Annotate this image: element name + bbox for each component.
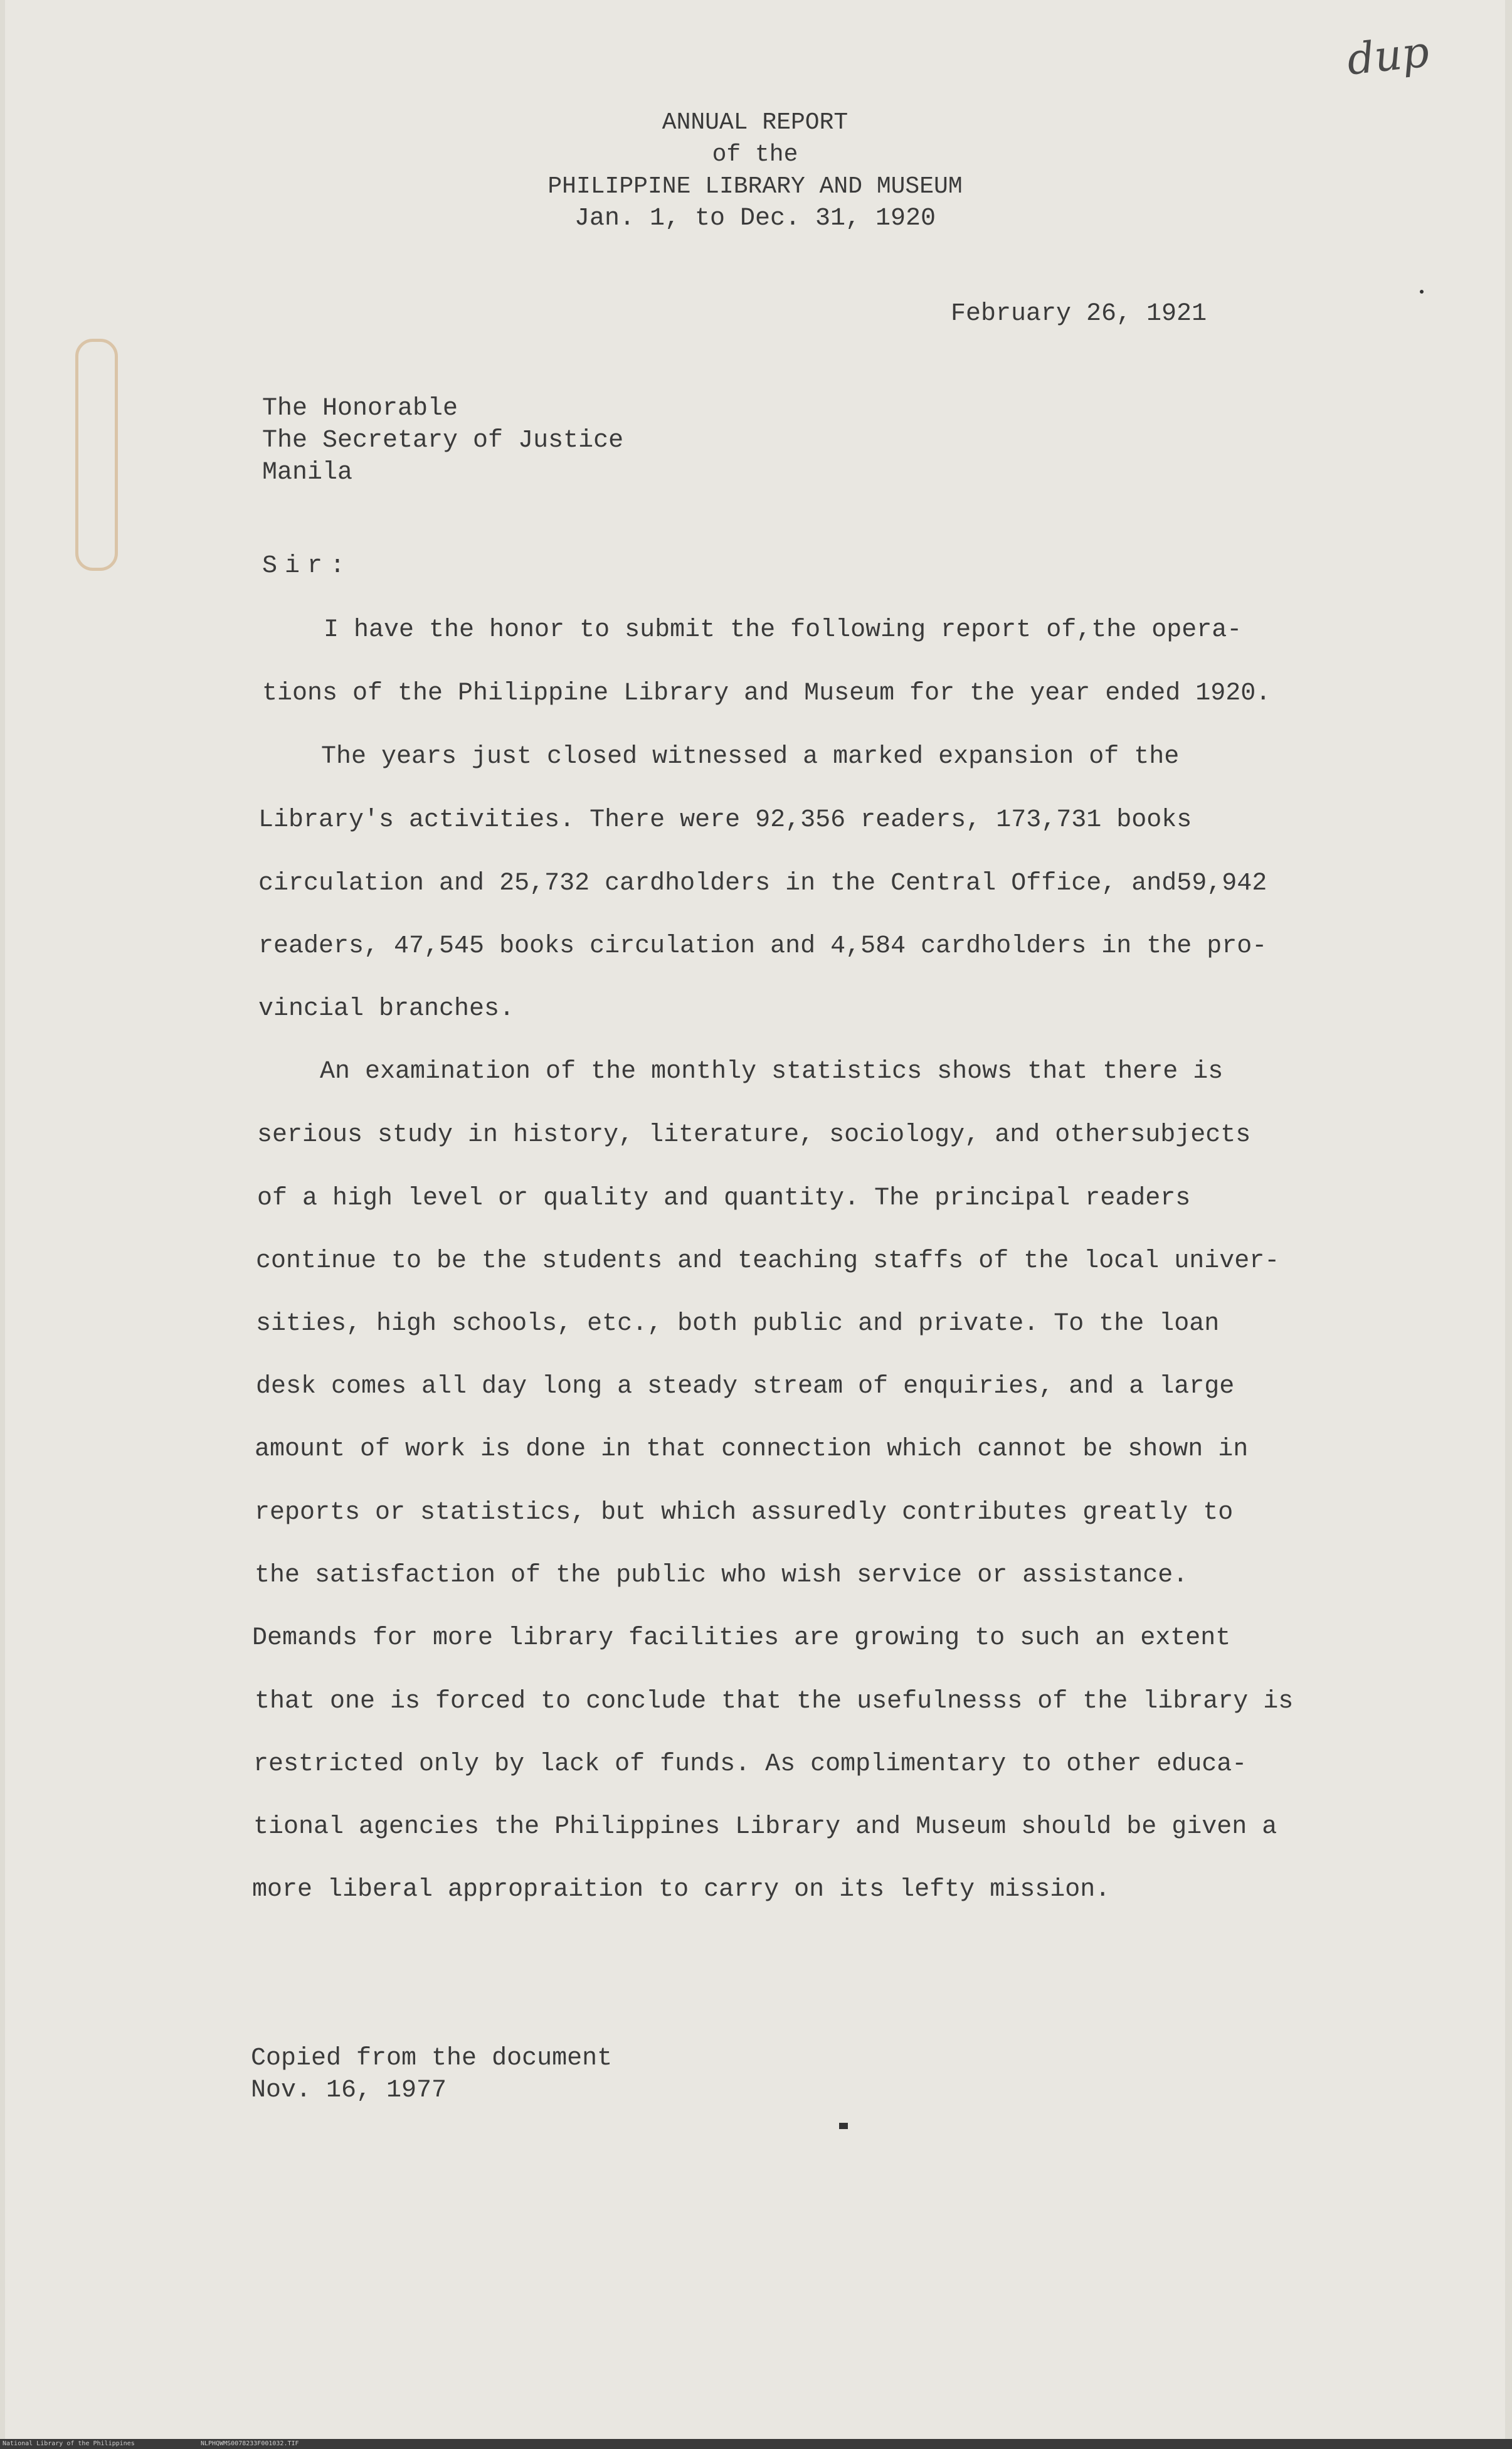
- body-line: continue to be the students and teaching staffs of the local univer-: [256, 1247, 1280, 1275]
- ink-mark: [839, 2123, 848, 2129]
- title-line-2: of the: [712, 141, 798, 168]
- title-line-4: Jan. 1, to Dec. 31, 1920: [574, 205, 936, 233]
- body-line: that one is forced to conclude that the usefulnesss of the library is: [255, 1687, 1294, 1716]
- handwritten-note: dup: [1345, 27, 1432, 85]
- footer-source: National Library of the Philippines: [3, 2440, 135, 2447]
- body-line: more liberal appropraition to carry on its lefty mission.: [252, 1876, 1111, 1904]
- address-line-2: The Secretary of Justice: [262, 427, 624, 455]
- body-line: The years just closed witnessed a marked expansion of the: [321, 743, 1180, 771]
- address-line-3: Manila: [262, 459, 353, 487]
- title-line-3: PHILIPPINE LIBRARY AND MUSEUM: [547, 173, 963, 200]
- paperclip-stain: [75, 339, 118, 571]
- body-line: tional agencies the Philippines Library and Museum should be given a: [253, 1813, 1277, 1841]
- body-line: tions of the Philippine Library and Museum for the year ended 1920.: [262, 679, 1271, 708]
- body-line: Demands for more library facilities are growing to such an extent: [252, 1624, 1231, 1652]
- recipient-address: [262, 393, 623, 489]
- salutation: Sir:: [262, 552, 353, 580]
- copy-note: [251, 2043, 612, 2106]
- title-line-1: ANNUAL REPORT: [662, 109, 849, 136]
- document-page: [5, 0, 1505, 2439]
- report-title: [5, 107, 1505, 235]
- body-line: serious study in history, literature, sociology, and othersubjects: [257, 1121, 1251, 1149]
- body-line: the satisfaction of the public who wish service or assistance.: [255, 1561, 1188, 1590]
- body-line: vincial branches.: [258, 995, 515, 1023]
- footer-filename: NLPHQWMS0078233F001032.TIF: [201, 2440, 299, 2447]
- copy-note-line-1: Copied from the document: [251, 2044, 613, 2073]
- body-line: desk comes all day long a steady stream of enquiries, and a large: [256, 1373, 1235, 1401]
- body-line: Library's activities. There were 92,356 readers, 173,731 books: [258, 806, 1192, 834]
- copy-note-line-2: Nov. 16, 1977: [251, 2076, 447, 2105]
- address-line-1: The Honorable: [262, 395, 458, 423]
- ink-speck: [1420, 290, 1424, 294]
- scan-footer-strip: [0, 2439, 1512, 2449]
- body-line: of a high level or quality and quantity. The principal readers: [257, 1184, 1191, 1213]
- body-line: amount of work is done in that connection which cannot be shown in: [255, 1435, 1249, 1464]
- body-line: circulation and 25,732 cardholders in the Central Office, and59,942: [258, 869, 1267, 898]
- body-line: An examination of the monthly statistics shows that there is: [320, 1058, 1224, 1086]
- body-line: I have the honor to submit the following report of,the opera-: [324, 616, 1242, 644]
- body-line: readers, 47,545 books circulation and 4,584 cardholders in the pro-: [258, 932, 1267, 960]
- body-line: reports or statistics, but which assuredly contributes greatly to: [255, 1499, 1234, 1527]
- body-line: restricted only by lack of funds. As complimentary to other educa-: [253, 1750, 1247, 1778]
- body-line: sities, high schools, etc., both public and private. To the loan: [256, 1310, 1220, 1338]
- letter-date: February 26, 1921: [951, 300, 1207, 328]
